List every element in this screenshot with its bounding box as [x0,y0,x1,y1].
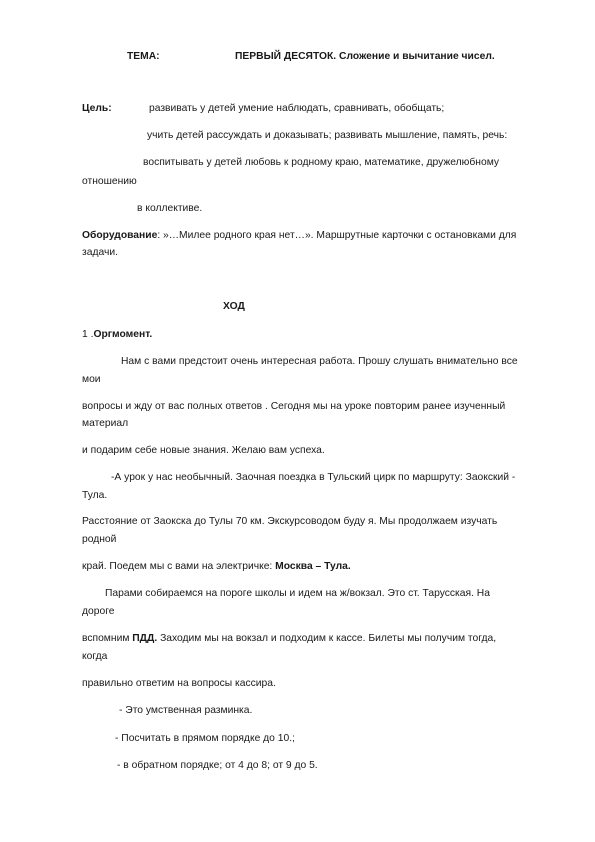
paragraph-line: дороге [82,606,115,617]
section-title: Оргмомент. [93,329,153,340]
pdd-term: ПДД. [132,633,158,644]
paragraph-line: родной [82,534,117,545]
goal-line-1: развивать у детей умение наблюдать, сравнивать, обобщать; [149,103,445,114]
section-number: 1 . [82,329,94,340]
goal-line-4: в коллективе. [137,203,203,214]
paragraph-line: Расстояние от Заокска до Тулы 70 км. Экскурсоводом буду я. Мы продолжаем изучать [82,516,498,527]
paragraph-line: -А урок у нас необычный. Заочная поездка в Тульский цирк по маршруту: Заокский - [111,472,516,483]
paragraph-line: когда [82,651,108,662]
goal-line-2: учить детей рассуждать и доказывать; развивать мышление, память, речь: [147,130,508,141]
topic-title: ПЕРВЫЙ ДЕСЯТОК. Сложение и вычитание чисел. [235,51,495,62]
list-item: - Это умственная разминка. [119,705,253,716]
paragraph-line: материал [82,418,129,429]
course-title: ХОД [223,301,245,312]
paragraph-line: правильно ответим на вопросы кассира. [82,678,276,689]
paragraph-line: Тула. [82,490,108,501]
equipment-label: Оборудование [82,230,158,241]
equipment-line-cont: задачи. [82,247,118,258]
paragraph-line: и подарим себе новые знания. Желаю вам успеха. [82,445,325,456]
section-heading [82,329,152,341]
paragraph-text: край. Поедем мы с вами на электричке: [82,561,276,572]
paragraph-line [82,633,496,645]
paragraph-line: вопросы и жду от вас полных ответов . Сегодня мы на уроке повторим ранее изученный [82,401,506,412]
paragraph-line: мои [82,374,101,385]
route-name: Москва – Тула. [275,561,351,572]
paragraph-line: Парами собираемся на пороге школы и идем на ж/вокзал. Это ст. Тарусская. На [105,588,490,599]
equipment-line [82,230,516,242]
list-item: - в обратном порядке; от 4 до 8; от 9 до 5. [117,760,318,771]
paragraph-text: Заходим мы на вокзал и подходим к кассе. Билеты мы получим тогда, [157,633,497,644]
goal-line-3-cont: отношению [82,176,137,187]
paragraph-line [82,561,351,573]
paragraph-line: Нам с вами предстоит очень интересная работа. Прошу слушать внимательно все [121,356,518,367]
topic-label: ТЕМА: [127,51,160,62]
goal-label: Цель: [82,103,112,114]
goal-line-3: воспитывать у детей любовь к родному краю, математике, дружелюбному [143,157,500,168]
list-item: - Посчитать в прямом порядке до 10.; [115,733,295,744]
equipment-text: : »…Милее родного края нет…». Маршрутные карточки с остановками для [157,230,517,241]
paragraph-text: вспомним [82,633,133,644]
